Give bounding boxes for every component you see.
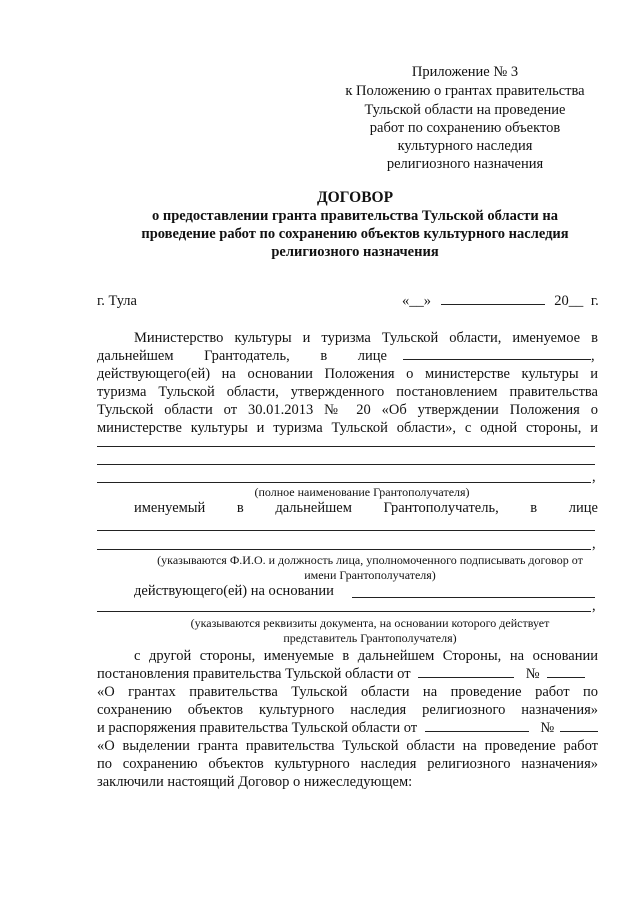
person-note: имени Грантополучателя)	[304, 568, 436, 582]
para2-line: «О выделении гранта правительства Тульской области на проведение работ	[97, 738, 598, 754]
para2-line5-text: и распоряжения правительства Тульской области от	[97, 720, 418, 736]
place: г. Тула	[97, 293, 137, 309]
para2-line5	[97, 720, 598, 737]
document-subtitle: о предоставлении гранта правительства Тульской области на	[151, 208, 559, 224]
para2-line2	[97, 666, 585, 683]
document-note: представитель Грантополучателя)	[283, 631, 457, 645]
basis-blank[interactable]	[97, 611, 591, 612]
para2-line: с другой стороны, именуемые в дальнейшем Стороны, на основании	[134, 648, 598, 664]
word: Грантополучатель,	[383, 500, 499, 516]
number-sign: №	[525, 666, 540, 682]
para1-line: туризма Тульской области, утвержденного постановлением правительства	[97, 384, 598, 400]
document-note: (указываются реквизиты документа, на основании которого действует	[190, 616, 550, 630]
document-subtitle: проведение работ по сохранению объектов культурного наследия	[141, 226, 569, 242]
word: дальнейшем	[275, 500, 352, 516]
word: в	[236, 500, 244, 516]
acting-on-basis: действующего(ей) на основании	[134, 583, 334, 599]
para1-line: Тульской области от 30.01.2013 № 20 «Об утверждении Положения о	[97, 402, 598, 418]
annex-title: Приложение № 3	[411, 64, 519, 80]
recipient-line	[134, 500, 598, 517]
para2-line: по сохранению объектов культурного наследия религиозного назначения»	[97, 756, 598, 772]
number-sign: №	[540, 720, 555, 736]
comma: ,	[592, 469, 596, 485]
word: именуемый	[134, 500, 206, 516]
annex-line: религиозного назначения	[386, 156, 544, 172]
para1-line: действующего(ей) на основании Положения о министерстве культуры и	[97, 366, 598, 382]
recipient-name-blank[interactable]	[97, 464, 595, 465]
para1-line: министерстве культуры и туризма Тульской области», с одной стороны, и	[97, 420, 598, 436]
para2-line: сохранению объектов культурного наследия религиозного назначения»	[97, 702, 598, 718]
para1-line2	[97, 348, 598, 365]
recipient-name-blank[interactable]	[97, 482, 591, 483]
recipient-person-blank[interactable]	[97, 530, 595, 531]
comma: ,	[591, 348, 595, 364]
grantor-representative-blank[interactable]	[403, 359, 591, 360]
date-line	[402, 293, 599, 310]
document-title: ДОГОВОР	[316, 189, 394, 206]
annex-line: к Положению о грантах правительства	[345, 83, 585, 99]
annex-line: работ по сохранению объектов	[369, 120, 561, 136]
document-subtitle: религиозного назначения	[271, 244, 439, 260]
order-number-blank[interactable]	[560, 731, 598, 732]
person-note: (указываются Ф.И.О. и должность лица, уполномоченного подписывать договор от	[157, 553, 583, 567]
annex-line: Тульской области на проведение	[364, 102, 566, 118]
para1-line2-text: дальнейшем Грантодатель, в лице	[97, 348, 387, 364]
date-month-blank[interactable]	[441, 304, 545, 305]
decree-date-blank[interactable]	[418, 677, 514, 678]
basis-blank[interactable]	[352, 597, 595, 598]
recipient-name-blank[interactable]	[97, 446, 595, 447]
comma: ,	[592, 598, 596, 614]
date-year: 20__	[554, 293, 584, 309]
recipient-name-note: (полное наименование Грантополучателя)	[254, 485, 470, 499]
comma: ,	[592, 536, 596, 552]
word: лице	[568, 500, 598, 516]
decree-number-blank[interactable]	[547, 677, 585, 678]
annex-line: культурного наследия	[397, 138, 533, 154]
para2-line: «О грантах правительства Тульской области на проведение работ по	[97, 684, 598, 700]
para2-line: заключили настоящий Договор о нижеследующем:	[97, 774, 413, 790]
recipient-person-blank[interactable]	[97, 549, 591, 550]
word: в	[530, 500, 538, 516]
para1-line: Министерство культуры и туризма Тульской области, именуемое в	[134, 330, 598, 346]
date-day: «__»	[402, 293, 431, 309]
order-date-blank[interactable]	[425, 731, 529, 732]
para2-line2-text: постановления правительства Тульской области от	[97, 666, 411, 682]
date-year-suffix: г.	[590, 293, 599, 309]
